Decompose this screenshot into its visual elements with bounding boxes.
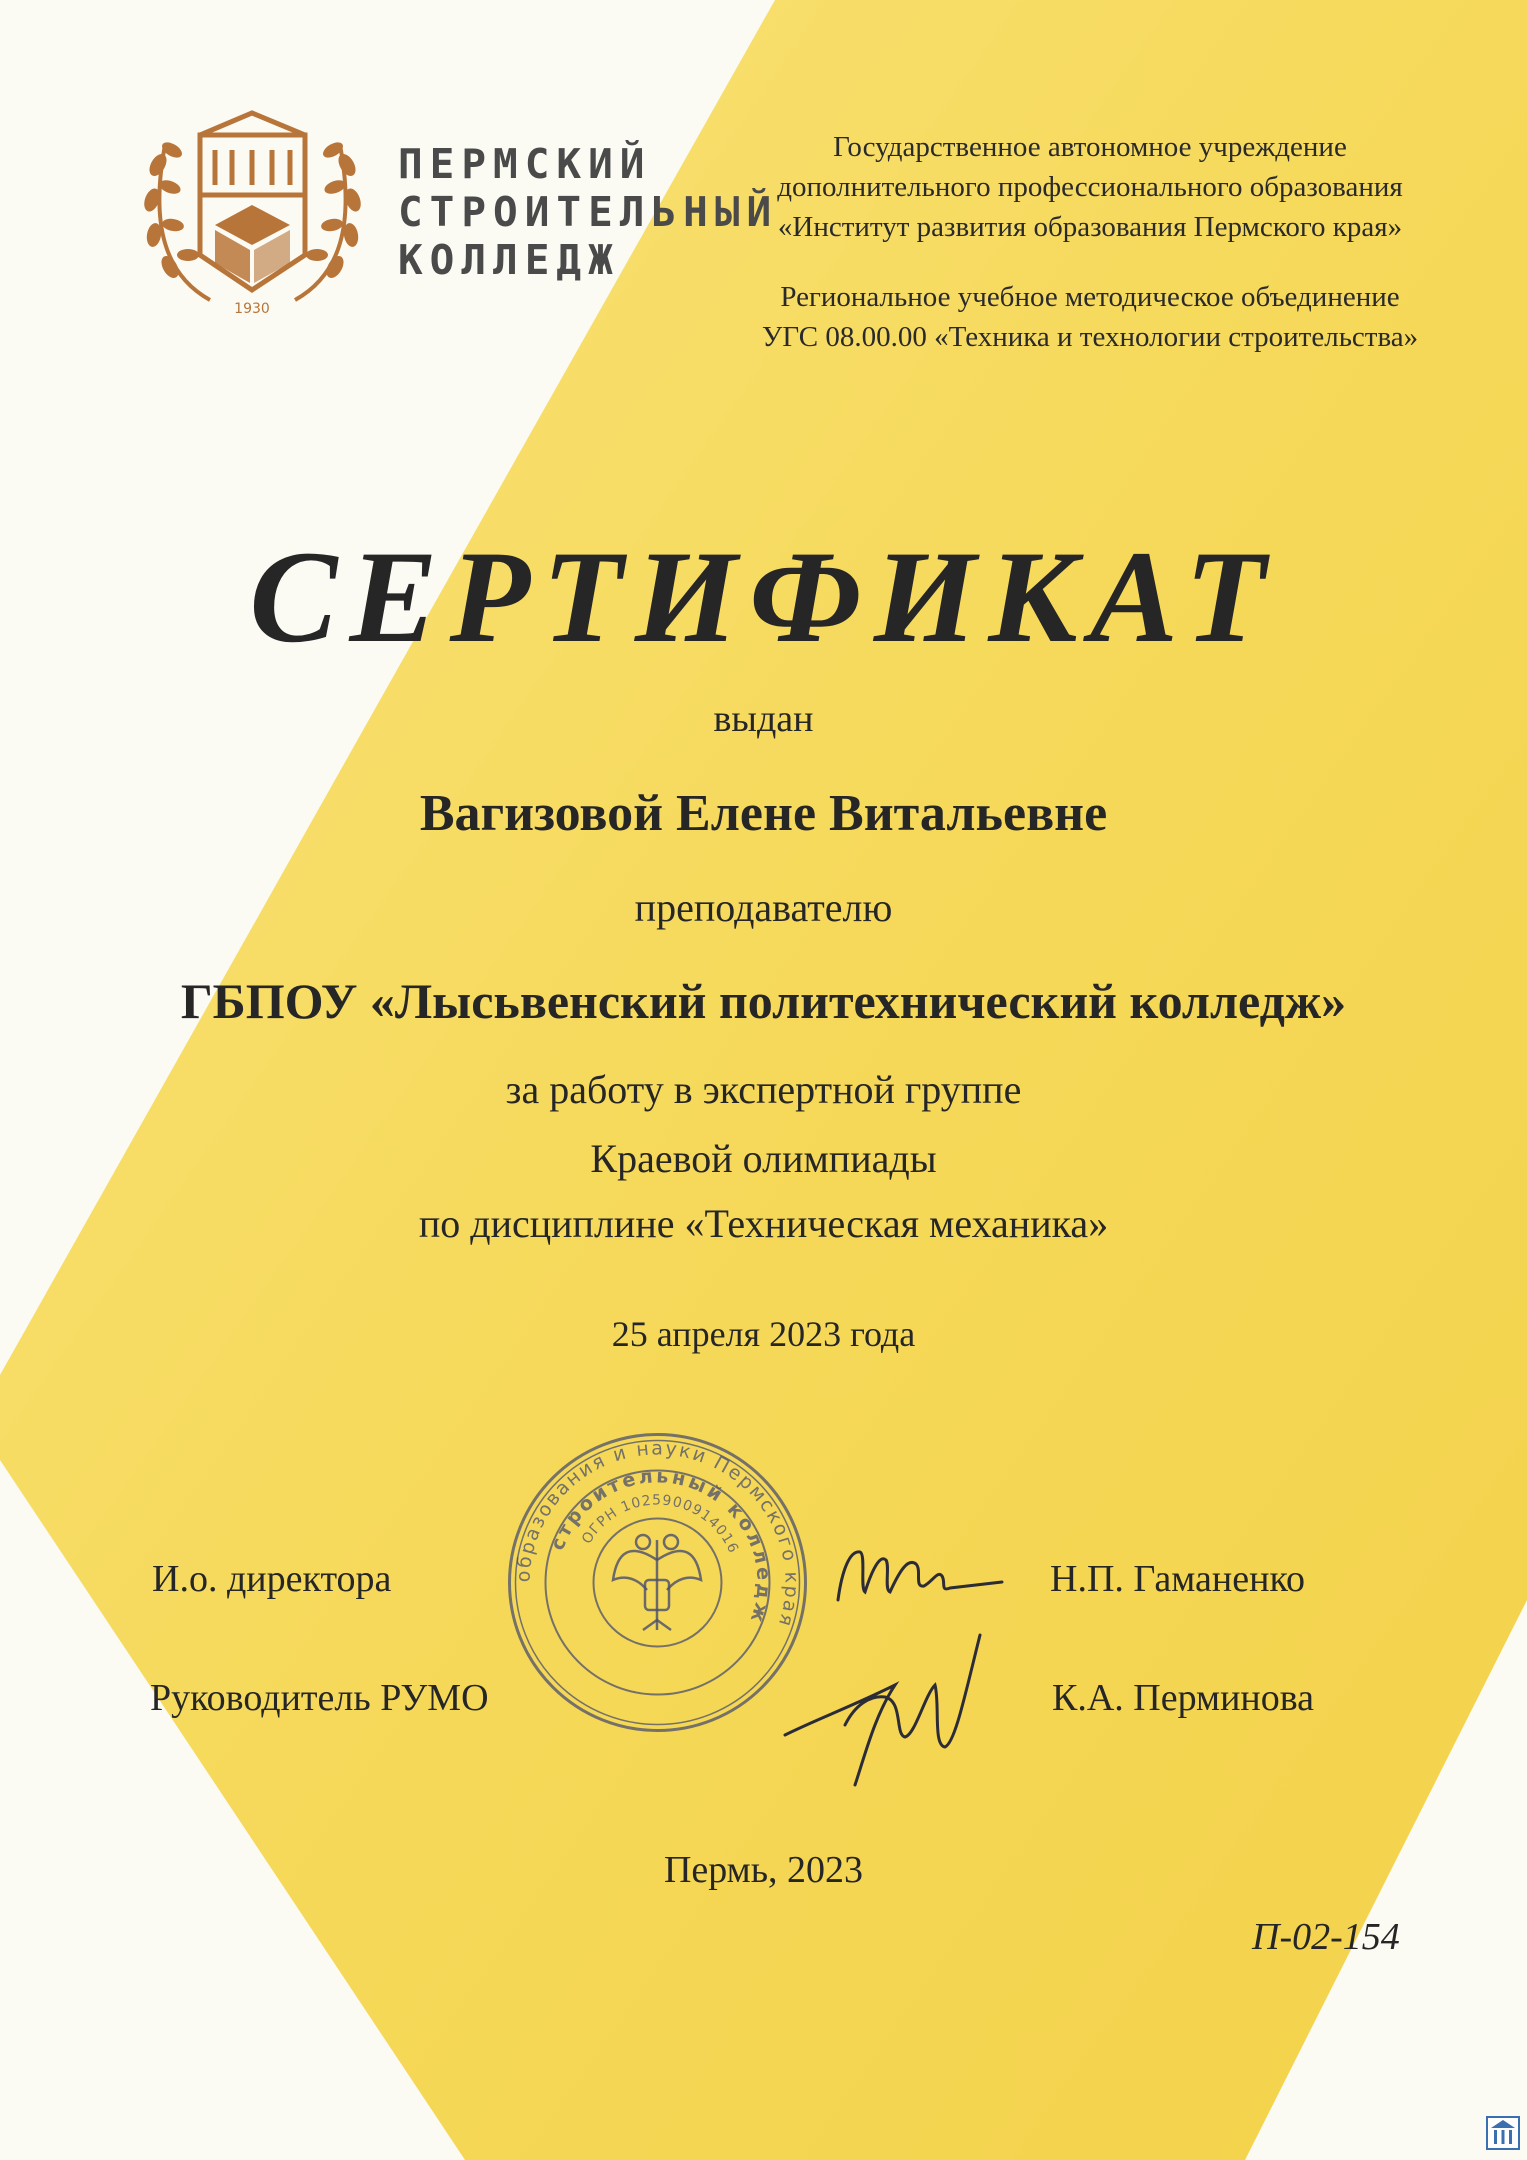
svg-text:1930: 1930 [234,301,270,317]
college-name-line-1: ПЕРМСКИЙ [398,140,652,188]
institution-line-3: «Институт развития образования Пермского края» [777,211,1403,243]
rumo-signature [775,1625,985,1800]
reason-line-1: за работу в экспертной группе [505,1067,1022,1112]
certificate-title: СЕРТИФИКАТ [249,523,1278,670]
college-name-line-3: КОЛЛЕДЖ [398,236,620,284]
institution-line-2: дополнительного профессионального образования [777,171,1403,203]
city-year: Пермь, 2023 [663,1849,864,1891]
recipient-position: преподавателю [634,885,893,930]
document-number: П-02-154 [1252,1916,1400,1958]
recipient-organization: ГБПОУ «Лысьвенский политехнический колледж» [180,973,1347,1029]
svg-text:ОГРН 1025900914016: ОГРН 1025900914016 [578,1492,742,1557]
signer-role-2: Руководитель РУМО [150,1677,489,1719]
institution-header [690,127,1490,247]
institution-line-1: Государственное автономное учреждение [833,131,1347,163]
signer-role-1: И.о. директора [152,1558,392,1600]
signer-name-2: К.А. Перминова [1052,1677,1315,1719]
director-signature [820,1530,1010,1620]
svg-text:образования и науки Пермского: образования и науки Пермского края [512,1437,803,1631]
reason-line-2: Краевой олимпиады [590,1136,937,1181]
issued-label: выдан [713,698,814,740]
rumo-header [690,277,1490,357]
official-stamp [505,1430,810,1735]
rumo-line-2: УГС 08.00.00 «Техника и технологии строительства» [761,321,1419,353]
svg-text:строительный колледж: строительный колледж [546,1465,775,1628]
recipient-name: Вагизовой Елене Витальевне [419,785,1108,842]
event-date: 25 апреля 2023 года [611,1314,916,1354]
reason-line-3: по дисциплине «Техническая механика» [418,1201,1109,1246]
college-name-line-2: СТРОИТЕЛЬНЫЙ [398,188,779,236]
corner-logo-icon [1486,2116,1520,2150]
eagle-emblem-icon [613,1535,701,1630]
college-emblem-icon [140,105,365,320]
rumo-line-1: Региональное учебное методическое объединение [780,281,1400,313]
signer-name-1: Н.П. Гаманенко [1050,1558,1305,1600]
